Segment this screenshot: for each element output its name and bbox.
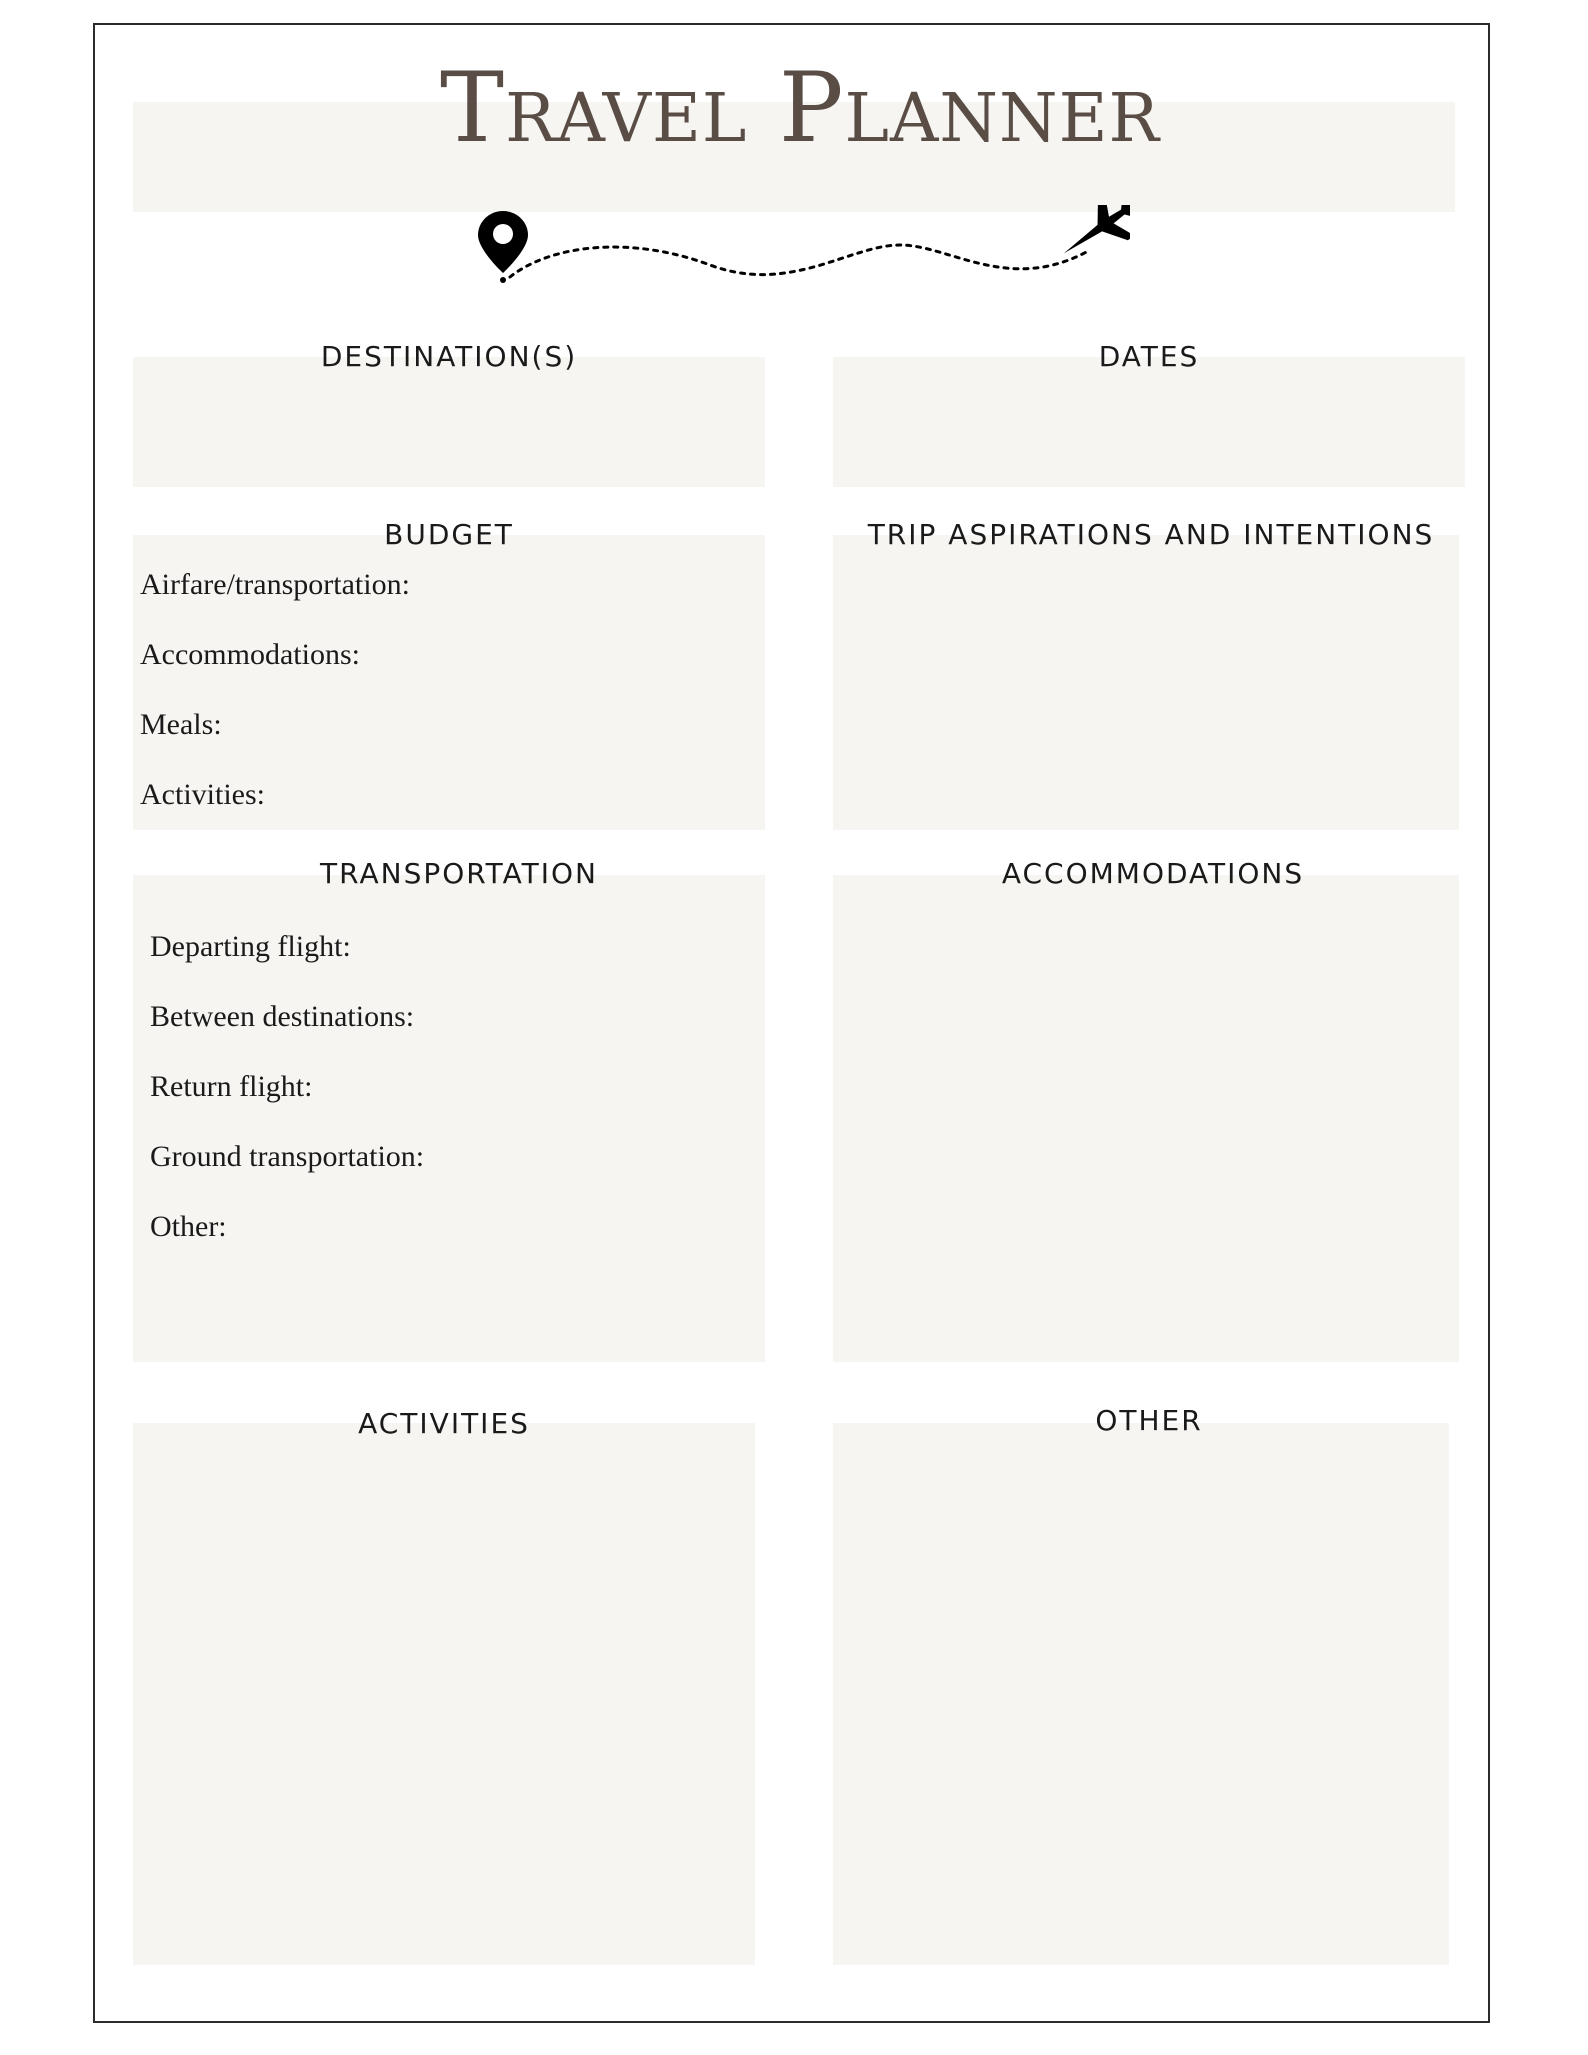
budget-field-meals: Meals: xyxy=(140,708,222,741)
transportation-field-departing: Departing flight: xyxy=(150,930,351,963)
transportation-field-ground: Ground transportation: xyxy=(150,1140,425,1173)
aspirations-panel[interactable] xyxy=(833,535,1459,830)
other-heading: OTHER xyxy=(1095,1404,1203,1437)
page-title: Travel Planner xyxy=(440,52,1160,164)
destinations-heading: DESTINATION(S) xyxy=(320,340,578,373)
accommodations-panel[interactable] xyxy=(833,875,1459,1362)
budget-field-activities: Activities: xyxy=(140,778,265,811)
destinations-panel[interactable] xyxy=(133,357,765,487)
budget-heading: BUDGET xyxy=(384,518,514,551)
activities-heading: ACTIVITIES xyxy=(358,1407,530,1440)
budget-field-airfare: Airfare/transportation: xyxy=(140,568,410,601)
transportation-field-between: Between destinations: xyxy=(150,1000,415,1033)
accommodations-heading: ACCOMMODATIONS xyxy=(1001,857,1305,890)
activities-panel[interactable] xyxy=(133,1423,755,1965)
dates-panel[interactable] xyxy=(833,357,1465,487)
dotted-route xyxy=(510,245,1090,277)
flight-path-decoration xyxy=(470,205,1130,315)
budget-field-accommodations: Accommodations: xyxy=(140,638,360,671)
aspirations-heading: TRIP ASPIRATIONS AND INTENTIONS xyxy=(867,518,1435,551)
transportation-field-other: Other: xyxy=(150,1210,227,1243)
transportation-heading: TRANSPORTATION xyxy=(320,857,598,890)
map-pin-icon xyxy=(478,211,528,283)
dates-heading: DATES xyxy=(1098,340,1200,373)
other-panel[interactable] xyxy=(833,1423,1449,1965)
transportation-field-return: Return flight: xyxy=(150,1070,313,1103)
airplane-icon xyxy=(1049,205,1130,275)
